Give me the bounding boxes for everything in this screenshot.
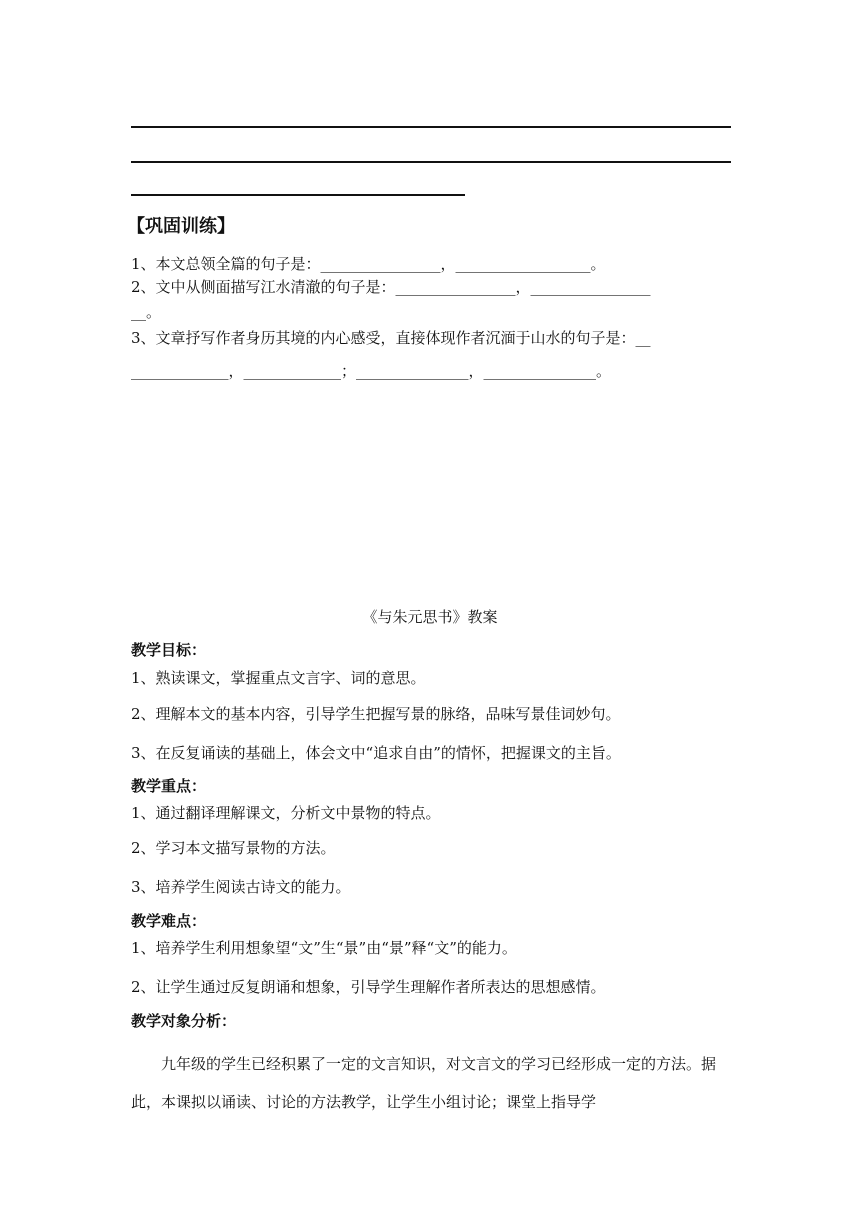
consolidation-item: 3、文章抒写作者身历其境的内心感受，直接体现作者沉湎于山水的句子是：__ bbox=[131, 329, 651, 347]
answer-line bbox=[131, 161, 731, 163]
analysis-heading: 教学对象分析： bbox=[131, 1012, 237, 1030]
consolidation-heading: 【巩固训练】 bbox=[127, 216, 235, 237]
consolidation-item: 2、文中从侧面描写江水清澈的句子是：________________，________________ bbox=[131, 278, 651, 296]
objective-item: 3、在反复诵读的基础上，体会文中“追求自由”的情怀，把握课文的主旨。 bbox=[131, 744, 621, 762]
consolidation-item-continued: _____________，_____________；_______________，_______________。 bbox=[131, 362, 612, 380]
objective-item: 1、熟读课文，掌握重点文言字、词的意思。 bbox=[131, 669, 426, 687]
difficulty-item: 2、让学生通过反复朗诵和想象，引导学生理解作者所表达的思想感情。 bbox=[131, 978, 606, 996]
analysis-paragraph: 九年级的学生已经积累了一定的文言知识，对文言文的学习已经形成一定的方法。据此，本课拟以诵读、讨论的方法教学，让学生小组讨论；课堂上指导学 bbox=[131, 1055, 717, 1111]
answer-line bbox=[131, 194, 465, 196]
lesson-title: 《与朱元思书》教案 bbox=[362, 608, 498, 626]
difficulty-item: 1、培养学生利用想象望“文”生“景”由“景”释“文”的能力。 bbox=[131, 939, 517, 957]
focus-item: 1、通过翻译理解课文，分析文中景物的特点。 bbox=[131, 804, 441, 822]
consolidation-item-continued: __。 bbox=[131, 303, 162, 321]
consolidation-item: 1、本文总领全篇的句子是：________________，__________________。 bbox=[131, 255, 606, 273]
focus-item: 3、培养学生阅读古诗文的能力。 bbox=[131, 878, 351, 896]
focus-heading: 教学重点： bbox=[131, 777, 207, 795]
difficulty-heading: 教学难点： bbox=[131, 912, 207, 930]
answer-line bbox=[131, 126, 731, 128]
objective-item: 2、理解本文的基本内容，引导学生把握写景的脉络，品味写景佳词妙句。 bbox=[131, 705, 621, 723]
focus-item: 2、学习本文描写景物的方法。 bbox=[131, 839, 336, 857]
objectives-heading: 教学目标： bbox=[131, 641, 207, 659]
